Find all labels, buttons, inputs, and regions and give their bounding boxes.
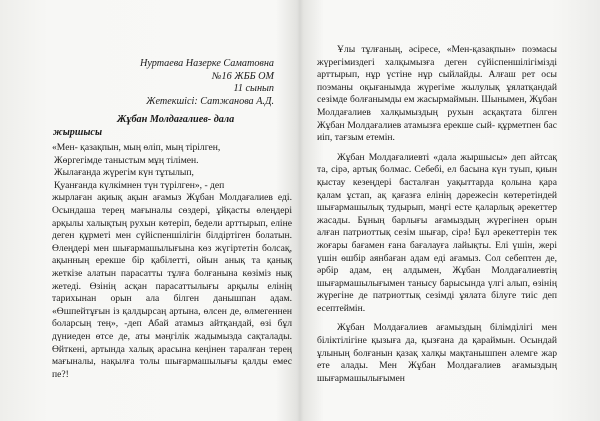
left-body-text: жырлаған ақиық ақын ағамыз Жұбан Молдағалиев еді. Осындаша терең мағыналы сөздері, ұйқасты өлеңдері арқылы халықтың рухын көтеріп, бедели арттырып, еліне деген құрметі мен сүйіспеншілігін білдіртіген болатын. Өлеңдері мен шығармашылығына көз жүгіртетін болсақ, ақынның ерекше бір қабілетті, ойын анық та қанық жеткізе алатын парасатты тұлға болғанына көзіміз нық жетеді. Өзінің асқан парасаттылығы арқылы елінің тарихынан орын ала білген данышпан адам. «Өшпейтұғын із қалдырсаң артына, өлсен де, өлмегеннен боларсың тең», -деп Абай атамыз айтқандай, өзі бұл дүниеден өтсе де, аты мәңгілік жадымызда сақталады. Өйткені, артында халық арасына кеңінен таралған терең мағыналы, нақылға толы шығармашылығы қалды емес пе?! <box>52 192 292 380</box>
poem-line: Қуанғанда күлкімнен түн түрілген», - деп <box>54 179 225 191</box>
paragraph: Жұбан Молдағалиевті «дала жыршысы» деп айтсақ та, сірә, артық болмас. Себебі, ел басына күн туып, қиын қыстау кезеңдері басталған уақыттарда қолына қара қалам ұстап, ақ қағазға елінің дәрежесін көтеретіндей шығармашылық тудырып, мәңгі есте қаларлық әрекеттер жасады. Бұның барлығы ағамыздың жүрегінен орын алған патриоттық сезім шығар, сірә! Бұл әрекеттерін тек жоғары бағамен ғана бағалауға лайықты. Елі үшін, жері үшін өшбір аянбаған адам еді ағамыз. Сол себептен де, әрбір адам, ең алдымен, Жұбан Молдағалиевтің шығармашылығымен танысу барысында үлгі алып, өзінің жүрегіне де патриоттық сезімді ұялата білуге тиіс деп есептеймін. <box>317 151 557 314</box>
paragraph: Жұбан Молдағалиев ағамыздың білімділігі мен біліктілігіне қызыға да, қызғана да қараймын. Осындай ұлының болғанын қазақ халқы мақтанышпен әлемге жар ете алады. Мен Жұбан Молдағалиев ағамыздың шығармашылығымен <box>317 322 557 384</box>
article-title <box>53 113 283 139</box>
title-line-1: Жұбан Молдағалиев- дала <box>117 114 235 125</box>
title-line-2: жыршысы <box>53 127 103 138</box>
poem-quote <box>52 142 292 381</box>
paragraph: Ұлы тұлғаның, әсіресе, «Мен-қазақпын» поэмасы жүрегімиздегі халқымызға деген сүйіспеншілігімізді арттырып, нұр үстіне нұр сыйлайды. Алғаш рет осы поэманы оқығанымда жүрегіме жылулық ұялатқандай сезімде болғанымды ем жасырмаймын. Шынымен, Жұбан Молдағалиев халқымыздың рухын асқақтата білген Жұбан Молдағалиев атамызға ерекше сый- құрметпен бас иіп, тағзым етемін. <box>317 44 557 144</box>
right-body <box>317 44 557 392</box>
poem-line: Жөргегімде таныстым мұң тілімен. <box>54 154 199 166</box>
poem-line: «Мен- қазақпын, мың өліп, мың тірілген, <box>52 142 221 153</box>
author-block <box>140 58 274 108</box>
poem-line: Жылағанда жүрегім күн тұтылып, <box>54 167 194 179</box>
author-name: Нуртаева Назерке Саматовна <box>140 58 274 69</box>
grade: 11 сынып <box>233 83 274 95</box>
supervisor: Жетекшісі: Сатжанова А.Д. <box>146 95 274 107</box>
school-name: №16 ЖББ ОМ <box>211 70 274 82</box>
